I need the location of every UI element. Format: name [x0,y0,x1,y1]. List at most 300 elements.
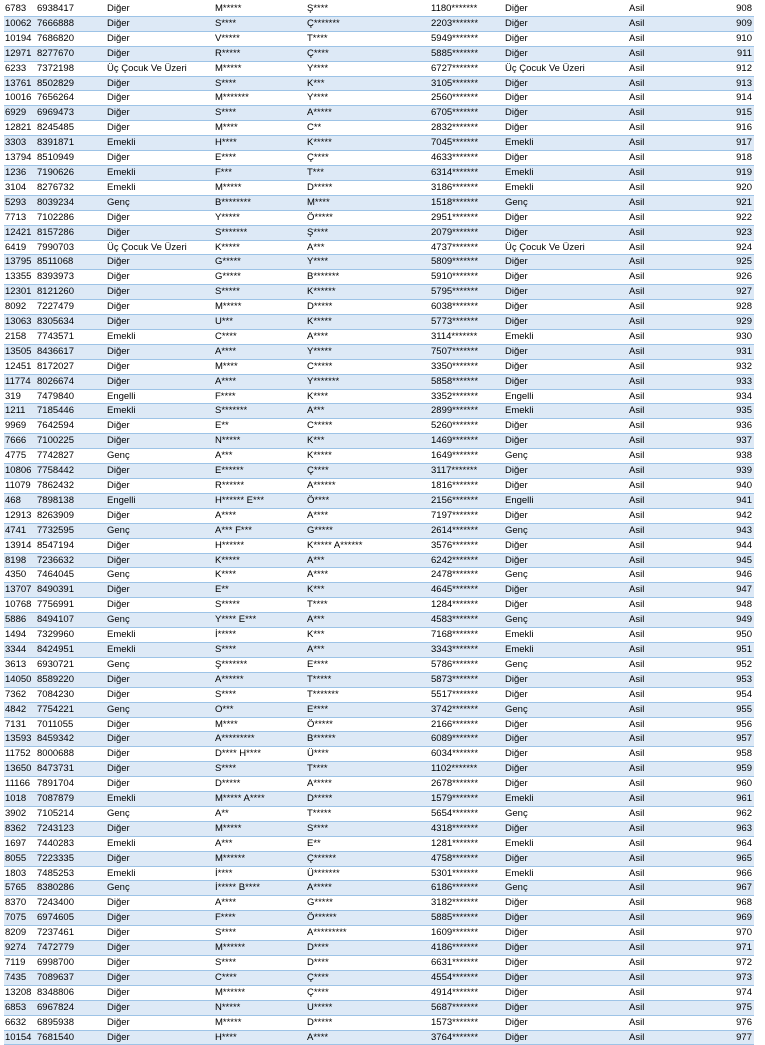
application-no-cell: 8391871 [37,136,107,151]
table-row [4,240,754,255]
id-number-cell: 6705******* [431,106,505,121]
application-no-cell: 6895938 [37,1015,107,1030]
table-row [4,180,754,195]
table-row [4,970,754,985]
id-number-cell: 2560******* [431,91,505,106]
category-cell: Diğer [107,687,215,702]
row-id-cell: 12821 [4,121,37,136]
row-id-cell: 1494 [4,628,37,643]
status-cell: Asil [629,896,697,911]
order-no-cell: 945 [697,553,754,568]
id-number-cell: 5858******* [431,374,505,389]
application-no-cell: 7243400 [37,896,107,911]
category-cell: Diğer [107,106,215,121]
first-name-cell: A*** [215,836,307,851]
category-cell: Diğer [107,16,215,31]
row-id-cell: 11166 [4,777,37,792]
last-name-cell: Y***** [307,344,431,359]
category-cell: Diğer [107,762,215,777]
category-cell: Diğer [107,151,215,166]
order-no-cell: 910 [697,31,754,46]
quota-cell: Diğer [505,926,629,941]
table-row [4,881,754,896]
quota-cell: Genç [505,881,629,896]
quota-cell: Diğer [505,121,629,136]
category-cell: Genç [107,702,215,717]
quota-cell: Genç [505,702,629,717]
table-row [4,1030,754,1045]
category-cell: Diğer [107,1000,215,1015]
id-number-cell: 2899******* [431,404,505,419]
first-name-cell: A**** [215,896,307,911]
order-no-cell: 958 [697,747,754,762]
status-cell: Asil [629,568,697,583]
status-cell: Asil [629,806,697,821]
category-cell: Genç [107,806,215,821]
row-id-cell: 10194 [4,31,37,46]
category-cell: Diğer [107,672,215,687]
order-no-cell: 964 [697,836,754,851]
id-number-cell: 1469******* [431,434,505,449]
table-row [4,956,754,971]
row-id-cell: 1803 [4,866,37,881]
quota-cell: Emekli [505,165,629,180]
quota-cell: Genç [505,613,629,628]
status-cell: Asil [629,240,697,255]
id-number-cell: 6314******* [431,165,505,180]
first-name-cell: M**** [215,359,307,374]
id-number-cell: 1573******* [431,1015,505,1030]
quota-cell: Diğer [505,2,629,16]
last-name-cell: Ü******* [307,866,431,881]
id-number-cell: 6242******* [431,553,505,568]
row-id-cell: 7666 [4,434,37,449]
first-name-cell: K***** [215,553,307,568]
id-number-cell: 1518******* [431,195,505,210]
order-no-cell: 943 [697,523,754,538]
order-no-cell: 971 [697,941,754,956]
table-row [4,61,754,76]
id-number-cell: 2951******* [431,210,505,225]
category-cell: Genç [107,613,215,628]
first-name-cell: M****** [215,851,307,866]
id-number-cell: 3117******* [431,464,505,479]
first-name-cell: A**** [215,344,307,359]
quota-cell: Diğer [505,747,629,762]
order-no-cell: 914 [697,91,754,106]
last-name-cell: K*** [307,434,431,449]
last-name-cell: A*** [307,642,431,657]
id-number-cell: 3352******* [431,389,505,404]
order-no-cell: 917 [697,136,754,151]
status-cell: Asil [629,16,697,31]
order-no-cell: 951 [697,642,754,657]
first-name-cell: B******** [215,195,307,210]
last-name-cell: Ö****** [307,911,431,926]
row-id-cell: 12971 [4,46,37,61]
first-name-cell: R****** [215,479,307,494]
id-number-cell: 5910******* [431,270,505,285]
row-id-cell: 6632 [4,1015,37,1030]
row-id-cell: 468 [4,493,37,508]
category-cell: Diğer [107,46,215,61]
row-id-cell: 13593 [4,732,37,747]
first-name-cell: İ***** B**** [215,881,307,896]
category-cell: Diğer [107,479,215,494]
quota-cell: Emekli [505,642,629,657]
table-row [4,493,754,508]
order-no-cell: 965 [697,851,754,866]
last-name-cell: C***** [307,419,431,434]
first-name-cell: M****** [215,941,307,956]
row-id-cell: 2158 [4,329,37,344]
table-row [4,195,754,210]
table-row [4,434,754,449]
order-no-cell: 946 [697,568,754,583]
application-no-cell: 8380286 [37,881,107,896]
application-no-cell: 7329960 [37,628,107,643]
application-no-cell: 8511068 [37,255,107,270]
last-name-cell: A**** [307,329,431,344]
quota-cell: Diğer [505,359,629,374]
category-cell: Diğer [107,747,215,762]
status-cell: Asil [629,1030,697,1045]
last-name-cell: K***** [307,315,431,330]
order-no-cell: 934 [697,389,754,404]
order-no-cell: 911 [697,46,754,61]
quota-cell: Diğer [505,1000,629,1015]
last-name-cell: A*** [307,553,431,568]
quota-cell: Diğer [505,896,629,911]
first-name-cell: M**** [215,121,307,136]
status-cell: Asil [629,315,697,330]
row-id-cell: 1697 [4,836,37,851]
first-name-cell: İ***** [215,628,307,643]
last-name-cell: Ç**** [307,464,431,479]
order-no-cell: 961 [697,792,754,807]
first-name-cell: N***** [215,1000,307,1015]
category-cell: Diğer [107,76,215,91]
category-cell: Genç [107,657,215,672]
category-cell: Engelli [107,493,215,508]
application-no-cell: 6930721 [37,657,107,672]
last-name-cell: T**** [307,598,431,613]
last-name-cell: T*** [307,165,431,180]
status-cell: Asil [629,642,697,657]
id-number-cell: 6727******* [431,61,505,76]
row-id-cell: 14050 [4,672,37,687]
status-cell: Asil [629,300,697,315]
last-name-cell: A***** [307,881,431,896]
last-name-cell: A***** [307,106,431,121]
row-id-cell: 10016 [4,91,37,106]
order-no-cell: 950 [697,628,754,643]
first-name-cell: K***** [215,240,307,255]
application-no-cell: 7087879 [37,792,107,807]
row-id-cell: 11774 [4,374,37,389]
category-cell: Diğer [107,1030,215,1045]
status-cell: Asil [629,464,697,479]
status-cell: Asil [629,2,697,16]
application-no-cell: 7472779 [37,941,107,956]
status-cell: Asil [629,672,697,687]
row-id-cell: 4842 [4,702,37,717]
application-no-cell: 7372198 [37,61,107,76]
table-row [4,717,754,732]
first-name-cell: S***** [215,598,307,613]
table-row [4,300,754,315]
category-cell: Diğer [107,821,215,836]
category-cell: Emekli [107,642,215,657]
first-name-cell: M***** [215,1015,307,1030]
table-row [4,419,754,434]
category-cell: Diğer [107,31,215,46]
category-cell: Emekli [107,628,215,643]
quota-cell: Diğer [505,508,629,523]
category-cell: Emekli [107,836,215,851]
status-cell: Asil [629,374,697,389]
last-name-cell: Ç**** [307,46,431,61]
status-cell: Asil [629,926,697,941]
order-no-cell: 944 [697,538,754,553]
row-id-cell: 13794 [4,151,37,166]
application-no-cell: 7898138 [37,493,107,508]
status-cell: Asil [629,1000,697,1015]
application-no-cell: 6967824 [37,1000,107,1015]
quota-cell: Diğer [505,255,629,270]
table-row [4,985,754,1000]
status-cell: Asil [629,613,697,628]
application-no-cell: 7862432 [37,479,107,494]
application-no-cell: 8276732 [37,180,107,195]
category-cell: Diğer [107,538,215,553]
application-no-cell: 7756991 [37,598,107,613]
application-no-cell: 7891704 [37,777,107,792]
row-id-cell: 5886 [4,613,37,628]
category-cell: Diğer [107,1015,215,1030]
first-name-cell: E** [215,583,307,598]
row-id-cell: 9274 [4,941,37,956]
id-number-cell: 2678******* [431,777,505,792]
category-cell: Diğer [107,255,215,270]
quota-cell: Engelli [505,493,629,508]
quota-cell: Diğer [505,151,629,166]
first-name-cell: S******* [215,404,307,419]
table-row [4,836,754,851]
application-no-cell: 8000688 [37,747,107,762]
id-number-cell: 3114******* [431,329,505,344]
quota-cell: Diğer [505,672,629,687]
application-no-cell: 8121260 [37,285,107,300]
first-name-cell: S**** [215,687,307,702]
row-id-cell: 8198 [4,553,37,568]
first-name-cell: F*** [215,165,307,180]
id-number-cell: 2079******* [431,225,505,240]
quota-cell: Diğer [505,76,629,91]
first-name-cell: A** [215,806,307,821]
order-no-cell: 913 [697,76,754,91]
last-name-cell: A**** [307,508,431,523]
category-cell: Diğer [107,941,215,956]
first-name-cell: Ş******* [215,657,307,672]
application-no-cell: 7236632 [37,553,107,568]
row-id-cell: 7713 [4,210,37,225]
status-cell: Asil [629,106,697,121]
status-cell: Asil [629,792,697,807]
last-name-cell: Ç**** [307,151,431,166]
application-no-cell: 8263909 [37,508,107,523]
table-row [4,762,754,777]
first-name-cell: A*** [215,449,307,464]
order-no-cell: 936 [697,419,754,434]
quota-cell: Diğer [505,374,629,389]
application-no-cell: 8490391 [37,583,107,598]
id-number-cell: 4186******* [431,941,505,956]
first-name-cell: M***** [215,61,307,76]
table-row [4,628,754,643]
quota-cell: Diğer [505,717,629,732]
last-name-cell: Y******* [307,374,431,389]
application-no-cell: 7237461 [37,926,107,941]
first-name-cell: D***** [215,777,307,792]
order-no-cell: 932 [697,359,754,374]
first-name-cell: C**** [215,329,307,344]
order-no-cell: 939 [697,464,754,479]
id-number-cell: 5795******* [431,285,505,300]
id-number-cell: 5301******* [431,866,505,881]
category-cell: Emekli [107,165,215,180]
category-cell: Diğer [107,970,215,985]
table-row [4,404,754,419]
table-row [4,16,754,31]
last-name-cell: D**** [307,956,431,971]
application-no-cell: 7681540 [37,1030,107,1045]
id-number-cell: 6089******* [431,732,505,747]
row-id-cell: 13063 [4,315,37,330]
status-cell: Asil [629,732,697,747]
id-number-cell: 5786******* [431,657,505,672]
quota-cell: Emekli [505,404,629,419]
first-name-cell: S******* [215,225,307,240]
status-cell: Asil [629,881,697,896]
last-name-cell: M**** [307,195,431,210]
first-name-cell: A****** [215,672,307,687]
quota-cell: Diğer [505,285,629,300]
status-cell: Asil [629,493,697,508]
quota-cell: Diğer [505,225,629,240]
quota-cell: Diğer [505,46,629,61]
status-cell: Asil [629,1015,697,1030]
category-cell: Emekli [107,866,215,881]
category-cell: Diğer [107,508,215,523]
application-no-cell: 8424951 [37,642,107,657]
order-no-cell: 959 [697,762,754,777]
application-no-cell: 8039234 [37,195,107,210]
quota-cell: Diğer [505,687,629,702]
id-number-cell: 7168******* [431,628,505,643]
application-no-cell: 7011055 [37,717,107,732]
beneficiary-list-table [4,2,754,1045]
last-name-cell: Ş**** [307,2,431,16]
quota-cell: Üç Çocuk Ve Üzeri [505,61,629,76]
table-row [4,359,754,374]
application-no-cell: 7464045 [37,568,107,583]
row-id-cell: 13795 [4,255,37,270]
first-name-cell: D**** H**** [215,747,307,762]
category-cell: Genç [107,449,215,464]
application-no-cell: 7485253 [37,866,107,881]
first-name-cell: M******* [215,91,307,106]
quota-cell: Diğer [505,911,629,926]
table-row [4,165,754,180]
quota-cell: Diğer [505,479,629,494]
application-no-cell: 7105214 [37,806,107,821]
order-no-cell: 938 [697,449,754,464]
category-cell: Genç [107,195,215,210]
table-row [4,121,754,136]
status-cell: Asil [629,270,697,285]
last-name-cell: E** [307,836,431,851]
category-cell: Diğer [107,956,215,971]
category-cell: Diğer [107,270,215,285]
table-row [4,941,754,956]
first-name-cell: S**** [215,76,307,91]
first-name-cell: U*** [215,315,307,330]
last-name-cell: C***** [307,359,431,374]
order-no-cell: 927 [697,285,754,300]
row-id-cell: 10768 [4,598,37,613]
order-no-cell: 920 [697,180,754,195]
first-name-cell: M***** [215,2,307,16]
quota-cell: Diğer [505,419,629,434]
order-no-cell: 924 [697,240,754,255]
id-number-cell: 3343******* [431,642,505,657]
first-name-cell: F**** [215,911,307,926]
last-name-cell: D***** [307,1015,431,1030]
last-name-cell: A***** [307,777,431,792]
row-id-cell: 10806 [4,464,37,479]
order-no-cell: 957 [697,732,754,747]
row-id-cell: 6853 [4,1000,37,1015]
table-row [4,672,754,687]
row-id-cell: 1236 [4,165,37,180]
status-cell: Asil [629,91,697,106]
table-row [4,821,754,836]
last-name-cell: A*** [307,240,431,255]
category-cell: Diğer [107,732,215,747]
id-number-cell: 3576******* [431,538,505,553]
row-id-cell: 7435 [4,970,37,985]
table-row [4,225,754,240]
status-cell: Asil [629,687,697,702]
category-cell: Emekli [107,180,215,195]
id-number-cell: 3186******* [431,180,505,195]
id-number-cell: 5773******* [431,315,505,330]
application-no-cell: 7100225 [37,434,107,449]
table-row [4,687,754,702]
first-name-cell: M***** [215,180,307,195]
status-cell: Asil [629,76,697,91]
id-number-cell: 2166******* [431,717,505,732]
status-cell: Asil [629,210,697,225]
row-id-cell: 11752 [4,747,37,762]
order-no-cell: 933 [697,374,754,389]
quota-cell: Emekli [505,628,629,643]
table-row [4,329,754,344]
category-cell: Diğer [107,434,215,449]
last-name-cell: T**** [307,31,431,46]
row-id-cell: 6233 [4,61,37,76]
